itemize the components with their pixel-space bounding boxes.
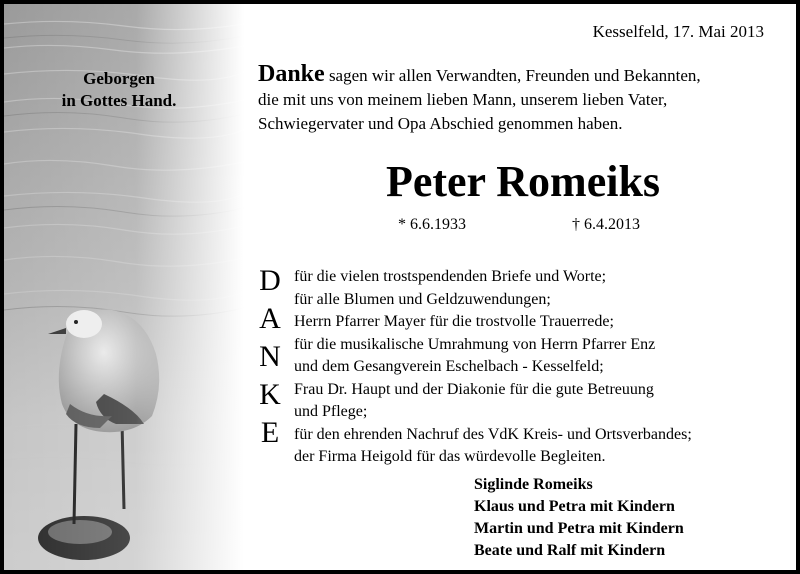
thanks-line: für den ehrenden Nachruf des VdK Kreis- und Ortsverbandes; [294,425,692,443]
intro-line-2: die mit uns von meinem lieben Mann, unserem lieben Vater, [258,90,668,109]
birth-date: * 6.6.1933 [398,216,466,233]
intro-line-1-rest: sagen wir allen Verwandten, Freunden und Bekannten, [324,66,701,85]
thanks-line: für die vielen trostspendenden Briefe und Worte; [294,268,607,285]
danke-letter: N [259,340,281,373]
motto-line: Geborgen [83,69,155,88]
thanks-line: für alle Blumen und Geldzuwendungen; [294,290,551,308]
intro-line-3: Schwiegervater und Opa Abschied genommen haben. [258,114,623,133]
danke-letter: K [259,378,281,411]
signer: Martin und Petra mit Kindern [474,520,684,537]
motto [44,68,194,112]
thanks-line: der Firma Heigold für das würdevolle Begleiten. [294,448,606,465]
death-date: † 6.4.2013 [572,216,640,233]
motto-line: in Gottes Hand. [61,91,177,110]
thanks-line: und Pflege; [294,403,368,420]
signer: Siglinde Romeiks [474,476,593,493]
signers-block [474,474,684,562]
deceased-name: Peter Romeiks [385,157,661,206]
intro-paragraph [258,62,788,136]
thanks-line: Herrn Pfarrer Mayer für die trostvolle Trauerrede; [294,313,614,330]
thanks-line: und dem Gesangverein Eschelbach - Kesselfeld; [294,358,604,375]
thanks-line: Frau Dr. Haupt und der Diakonie für die gute Betreuung [294,380,654,398]
thanks-line: für die musikalische Umrahmung von Herrn Pfarrer Enz [294,335,656,353]
danke-acrostic [256,262,284,452]
thanks-list [294,266,794,469]
intro-line-1 [258,62,788,88]
signer: Klaus und Petra mit Kindern [474,498,675,515]
danke-letter: E [260,416,280,449]
signer: Beate und Ralf mit Kindern [474,542,666,559]
danke-letter: D [259,264,281,297]
date-line: Kesselfeld, 17. Mai 2013 [592,22,764,41]
danke-letter: A [259,302,281,335]
intro-lead: Danke [258,61,325,87]
